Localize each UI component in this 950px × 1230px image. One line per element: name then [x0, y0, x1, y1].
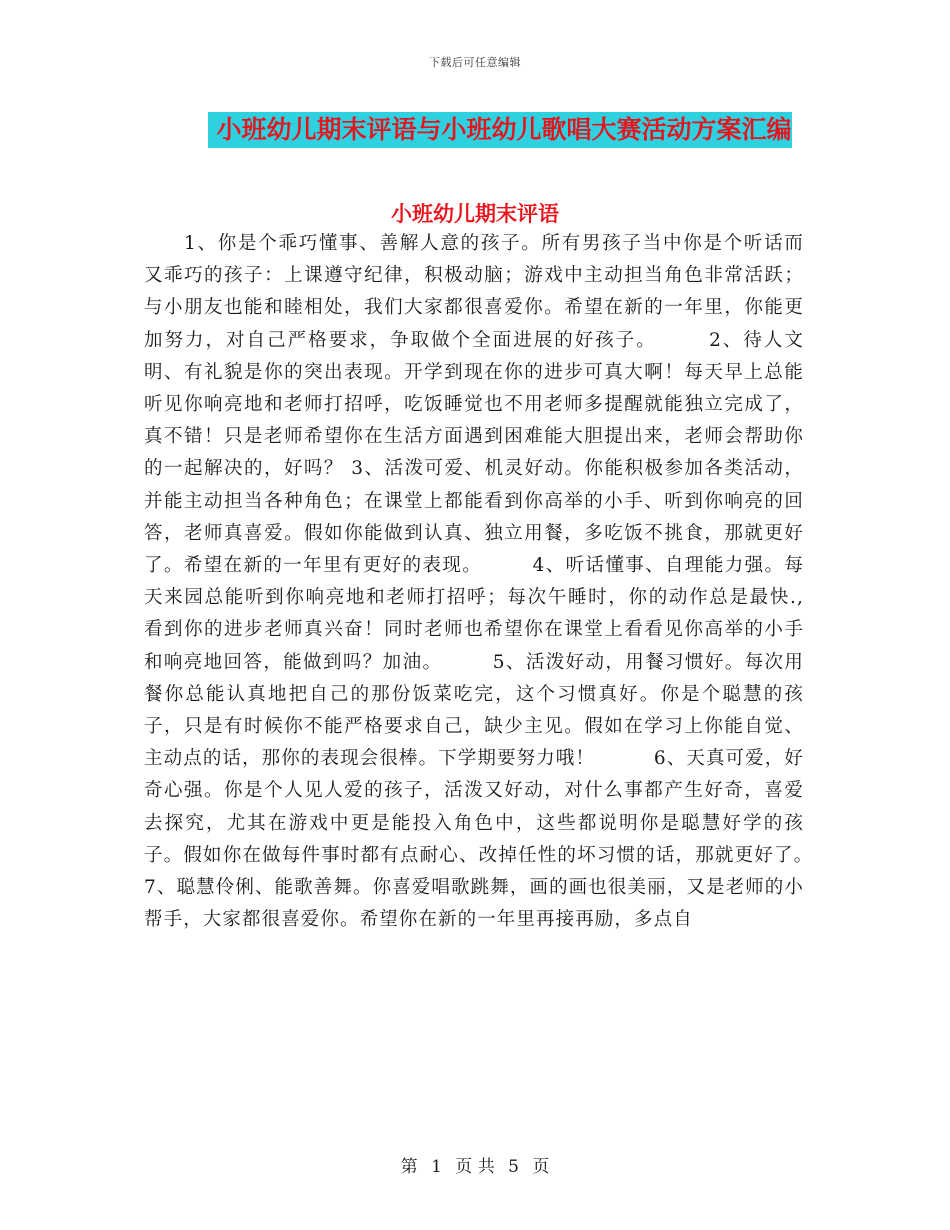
- document-title-container: [0, 112, 950, 148]
- page-footer: [0, 1152, 950, 1177]
- page-current-number: 1: [431, 1157, 442, 1177]
- body-text-content: 1、你是个乖巧懂事、善解人意的孩子。所有男孩子当中你是个听话而又乖巧的孩子：上课遵守纪律，积极动脑；游戏中主动担当角色非常活跃；与小朋友也能和睦相处，我们大家都很喜爱你。希望在新的一年里，你能更加努力，对自己严格要求，争取做个全面进展的好孩子。 2、待人文明、有礼貌是你的突出表现。开学到现在你的进步可真大啊！每天早上总能听见你响亮地和老师打招呼，吃饭睡觉也不用老师多提醒就能独立完成了，真不错！只是老师希望你在生活方面遇到困难能大胆提出来，老师会帮助你的一起解决的，好吗？ 3、活泼可爱、机灵好动。你能积极参加各类活动，并能主动担当各种角色；在课堂上都能看到你高举的小手、听到你响亮的回答，老师真喜爱。假如你能做到认真、独立用餐，多吃饭不挑食，那就更好了。希望在新的一年里有更好的表现。 4、听话懂事、自理能力强。每天来园总能听到你响亮地和老师打招呼；每次午睡时，你的动作总是最快.,看到你的进步老师真兴奋！同时老师也希望你在课堂上看看见你高举的小手和响亮地回答，能做到吗？加油。 5、活泼好动，用餐习惯好。每次用餐你总能认真地把自己的那份饭菜吃完，这个习惯真好。你是个聪慧的孩子，只是有时候你不能严格要求自己，缺少主见。假如在学习上你能自觉、主动点的话，那你的表现会很棒。下学期要努力哦！ 6、天真可爱，好奇心强。你是个人见人爱的孩子，活泼又好动，对什么事都产生好奇，喜爱去探究，尤其在游戏中更是能投入角色中，这些都说明你是聪慧好学的孩子。假如你在做每件事时都有点耐心、改掉任性的坏习惯的话，那就更好了。 7、聪慧伶俐、能歌善舞。你喜爱唱歌跳舞，画的画也很美丽，又是老师的小帮手，大家都很喜爱你。希望你在新的一年里再接再励，多点自: [144, 233, 863, 931]
- body-paragraph: [144, 228, 863, 936]
- page-total-number: 5: [508, 1157, 519, 1177]
- section-title: 小班幼儿期末评语: [391, 202, 559, 226]
- page-prefix: 第: [400, 1157, 418, 1177]
- page-header-note: 下载后可任意编辑: [429, 56, 521, 69]
- page-suffix: 页: [532, 1157, 550, 1177]
- document-title: 小班幼儿期末评语与小班幼儿歌唱大赛活动方案汇编: [208, 112, 791, 148]
- page-middle-text: 页 共: [455, 1157, 495, 1177]
